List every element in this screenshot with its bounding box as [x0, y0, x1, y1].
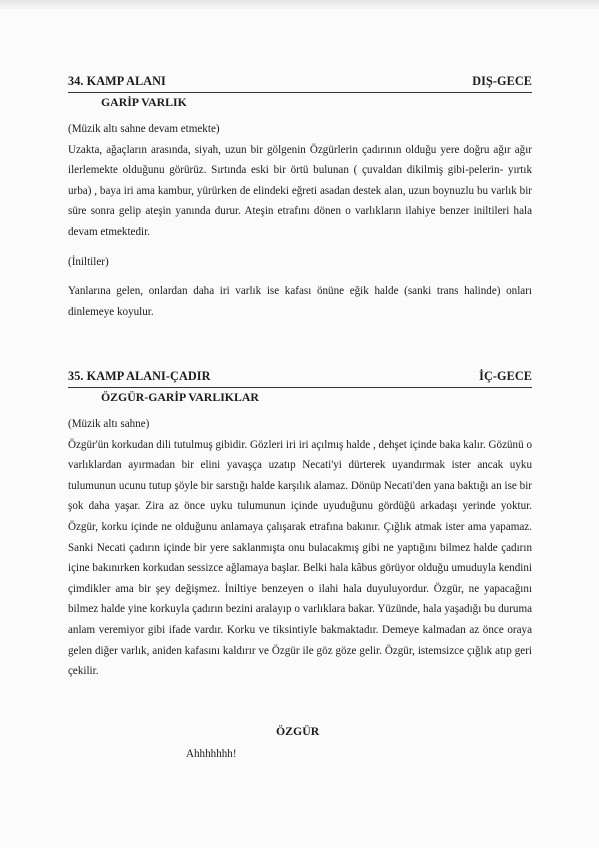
- scene-heading-location: 35. KAMP ALANI-ÇADIR: [68, 369, 211, 383]
- scene-35: [68, 369, 532, 682]
- action-paragraph: Yanlarına gelen, onlardan daha iri varlık ise kafası önüne eğik halde (sanki trans halinde) onları dinlemeye koyulur.: [68, 285, 532, 318]
- scene-heading: [68, 74, 532, 93]
- page-top-edge: [0, 0, 599, 9]
- dialogue-line: Ahhhhhhh!: [186, 748, 237, 760]
- scene-subheading: GARİP VARLIK: [101, 95, 187, 109]
- scene-heading-time: DIŞ-GECE: [472, 74, 532, 88]
- stage-direction: (Müzik altı sahne): [68, 418, 150, 430]
- character-name: ÖZGÜR: [276, 724, 320, 738]
- stage-direction: (İniltiler): [68, 255, 109, 268]
- stage-direction: (Müzik altı sahne devam etmekte): [68, 123, 220, 135]
- action-paragraph: Özgür'ün korkudan dili tutulmuş gibidir. Gözleri iri iri açılmış halde , dehşet içinde baka kalır. Gözünü o varlıklardan ayırmadan bir elini yavaşça uzatıp Necati'yi dürterek uyandırmak ister ancak uyku tulumunun ucunu tutup şöyle bir sarstığı halde karşılık alamaz. Dönüp Necati'den yana baktığı an ise bir şok daha yaşar. Zira az önce uyku tulumunun içinde uyuduğunu gördüğü arkadaşı yerinde yoktur. Özgür, korku içinde ne olduğunu anlamaya çalışarak etrafına bakınır. Çığlık atmak ister ama yapamaz. Sanki Necati çadırın içinde bir yere saklanmışta onu bulacakmış gibi ne yaptığını bilmez halde çadırın içine bakınırken korkudan sessizce ağlamaya başlar. Belki hala kâbus görüyor olduğu umuduyla kendini çimdikler ama bir şey değişmez. İniltiye benzeyen o ilahi hala duyuluyordur. Özgür, ne yapacağını bilmez halde yine korkuyla çadırın bezini aralayıp o varlıklara bakar. Yüzünde, hala yaşadığı bu duruma anlam veremiyor gibi ifade vardır. Korku ve tiksintiyle bakmaktadır. Demeye kalmadan az önce oraya gelen diğer varlık, aniden kafasını kaldırır ve Özgür ile göz göze gelir. Özgür, istemsizce çığlık atıp geri çekilir.: [68, 438, 532, 678]
- scene-34: [68, 74, 532, 322]
- scene-heading: [68, 369, 532, 388]
- action-paragraph: Uzakta, ağaçların arasında, siyah, uzun bir gölgenin Özgürlerin çadırının olduğu yere doğru ağır ağır ilerlemekte olduğunu görürüz. Sırtında eski bir örtü bulunan ( çuvaldan dikilmiş gibi-pelerin- yırtık urba) , baya iri ama kambur, yürürken de elindeki eğreti asadan destek alan, uzun boynuzlu bu varlık bir süre sonra gelip ateşin yanında durur. Ateşin etrafını dönen o varlıkların ilahiye benzer inilti​leri hala devam etmektedir.: [68, 143, 532, 238]
- scene-heading-location: 34. KAMP ALANI: [68, 74, 166, 88]
- scene-subheading: ÖZGÜR-GARİP VARLIKLAR: [101, 390, 259, 404]
- scene-heading-time: İÇ-GECE: [479, 369, 532, 383]
